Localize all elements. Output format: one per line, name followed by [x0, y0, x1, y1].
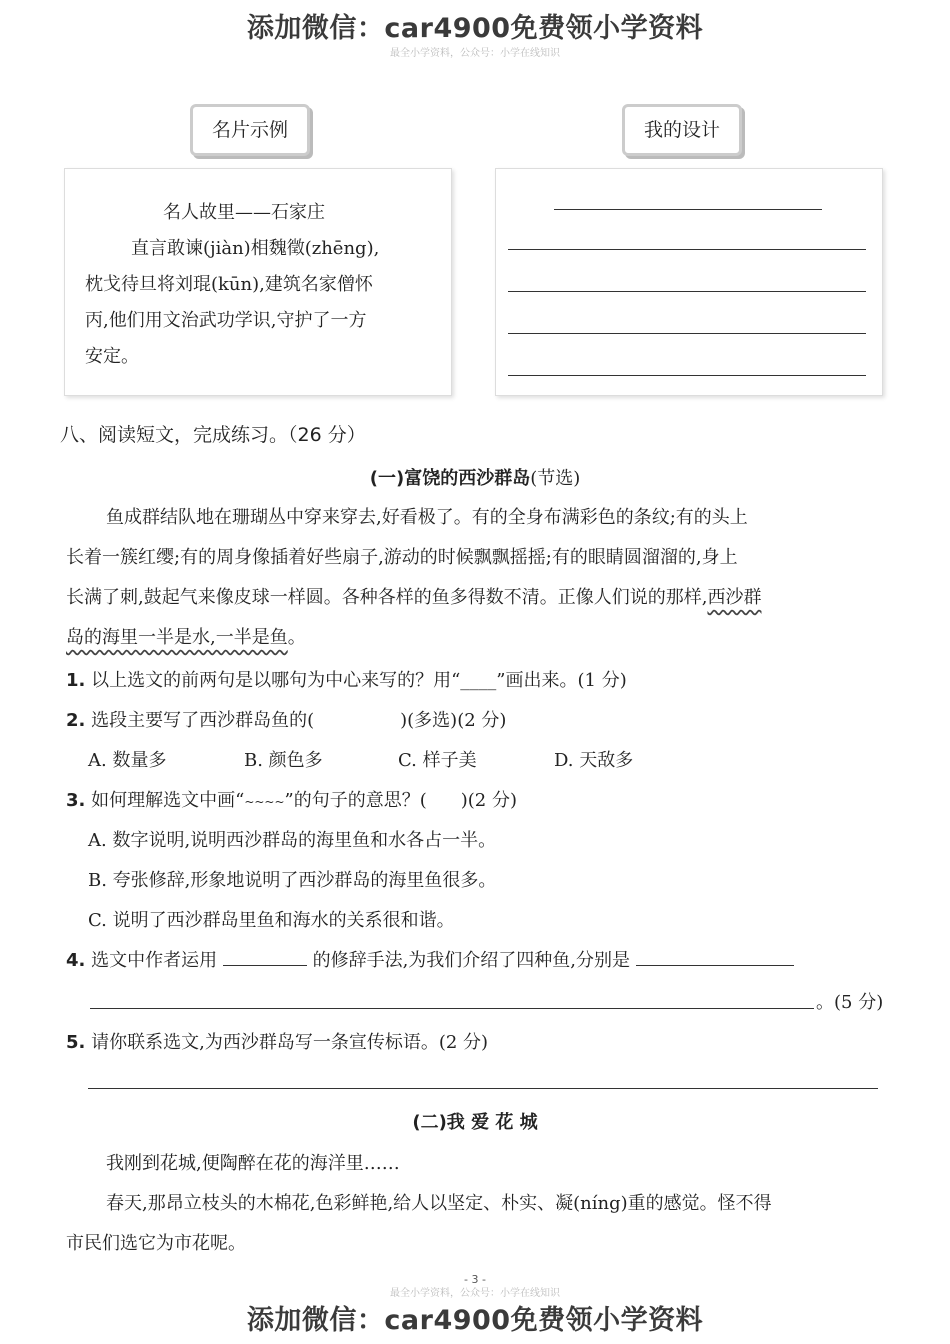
passage-1-title-note: (节选): [530, 468, 581, 489]
passage-1-line-4-end: 。: [287, 627, 306, 648]
question-3-text-b: ”的句子的意思？(: [284, 790, 427, 811]
passage-1-body: [66, 498, 892, 658]
question-4-text-b: 的修辞手法,为我们介绍了四种鱼,分别是: [312, 950, 631, 971]
card-example-line-3: 丙,他们用文治武功学识,守护了一方: [85, 310, 367, 331]
question-4-blank-1[interactable]: [223, 947, 307, 966]
passage-2-line-1: [66, 1144, 892, 1184]
question-3-option-b[interactable]: B. 夸张修辞,形象地说明了西沙群岛的海里鱼很多。: [88, 870, 497, 891]
watermark-top: 添加微信：car4900免费领小学资料: [246, 13, 704, 44]
design-line-4[interactable]: [508, 375, 866, 376]
card-example-tag: 名片示例: [190, 104, 310, 156]
question-4-blank-2[interactable]: [636, 947, 794, 966]
question-5: [66, 1028, 488, 1054]
question-4-end: 。(5 分): [816, 992, 884, 1013]
card-example-line-4: 安定。: [85, 346, 139, 367]
card-example-title: 名人故里——石家庄: [163, 202, 325, 223]
passage-2-line-2-text: 春天,那昂立枝头的木棉花,色彩鲜艳,给人以坚定、朴实、凝(níng)重的感觉。怪不得: [106, 1193, 772, 1214]
question-3-option-a[interactable]: A. 数字说明,说明西沙群岛的海里鱼和水各占一半。: [88, 830, 497, 851]
question-2-text-a: 选段主要写了西沙群岛鱼的(: [91, 710, 315, 731]
question-3: [66, 786, 517, 812]
question-4-text-a: 选文中作者运用: [91, 950, 218, 971]
card-example-line-2: 枕戈待旦将刘琨(kūn),建筑名家僧怀: [85, 274, 373, 295]
passage-1-title-main: (一)富饶的西沙群岛: [369, 468, 531, 489]
question-5-text: 请你联系选文,为西沙群岛写一条宣传标语。(2 分): [91, 1032, 489, 1053]
page-number: - 3 -: [464, 1273, 486, 1286]
design-line-2[interactable]: [508, 291, 866, 292]
passage-1-wavy-part-1: 西沙群: [707, 587, 762, 608]
question-2-option-a[interactable]: A. 数量多: [88, 750, 167, 771]
passage-1-wavy-part-2: 岛的海里一半是水,一半是鱼: [66, 627, 288, 648]
watermark-bottom: 添加微信：car4900免费领小学资料: [246, 1305, 704, 1336]
card-example: [64, 168, 452, 396]
question-5-number: 5.: [66, 1032, 86, 1053]
passage-1-line-1: [66, 498, 892, 538]
passage-1-line-3: [66, 578, 892, 618]
top-faint-text: 最全小学资料，公众号：小学在线知识: [390, 48, 560, 59]
design-title-line[interactable]: [554, 209, 822, 210]
question-3-wavy-mark: ~~~~: [244, 795, 285, 809]
card-example-line-1: 直言敢谏(jiàn)相魏徵(zhēng),: [131, 238, 380, 259]
passage-2-line-3: 市民们选它为市花呢。: [66, 1233, 246, 1254]
passage-1-title: [0, 464, 950, 490]
question-1: [66, 666, 627, 692]
card-design-tag: 我的设计: [622, 104, 742, 156]
question-2: [66, 706, 506, 732]
question-2-option-b[interactable]: B. 颜色多: [244, 750, 323, 771]
passage-2-title: (二)我 爱 花 城: [412, 1112, 538, 1133]
design-line-1[interactable]: [508, 249, 866, 250]
question-2-text-b: )(多选)(2 分): [400, 710, 507, 731]
passage-1-line-2: 长着一簇红缨;有的周身像插着好些扇子,游动的时候飘飘摇摇;有的眼睛圆溜溜的,身上: [66, 547, 738, 568]
question-3-option-c[interactable]: C. 说明了西沙群岛里鱼和海水的关系很和谐。: [88, 910, 455, 931]
question-1-text: 以上选文的前两句是以哪句为中心来写的？用“____”画出来。(1 分): [91, 670, 627, 691]
card-design: [495, 168, 883, 396]
question-5-answer-line[interactable]: [88, 1088, 878, 1089]
bottom-faint-text: 最全小学资料，公众号：小学在线知识: [390, 1288, 560, 1299]
passage-1-line-3-text: 长满了刺,鼓起气来像皮球一样圆。各种各样的鱼多得数不清。正像人们说的那样,: [66, 587, 708, 608]
question-1-number: 1.: [66, 670, 86, 691]
question-4-number: 4.: [66, 950, 86, 971]
passage-2-line-1-text: 我刚到花城,便陶醉在花的海洋里……: [106, 1153, 400, 1174]
passage-2-line-2: [66, 1184, 892, 1224]
question-4: [66, 946, 794, 972]
question-2-option-d[interactable]: D. 天敌多: [554, 750, 634, 771]
passage-1-line-4: [66, 618, 892, 658]
passage-2-body: [66, 1144, 892, 1264]
passage-1-line-1-text: 鱼成群结队地在珊瑚丛中穿来穿去,好看极了。有的全身布满彩色的条纹;有的头上: [106, 507, 748, 528]
question-3-text-c: )(2 分): [460, 790, 518, 811]
section-8-heading: 八、阅读短文，完成练习。（26 分）: [60, 424, 366, 446]
question-2-option-c[interactable]: C. 样子美: [398, 750, 477, 771]
question-3-text-a: 如何理解选文中画“: [91, 790, 245, 811]
question-2-number: 2.: [66, 710, 86, 731]
question-4-answer-line[interactable]: [90, 1008, 814, 1009]
question-3-number: 3.: [66, 790, 86, 811]
design-line-3[interactable]: [508, 333, 866, 334]
